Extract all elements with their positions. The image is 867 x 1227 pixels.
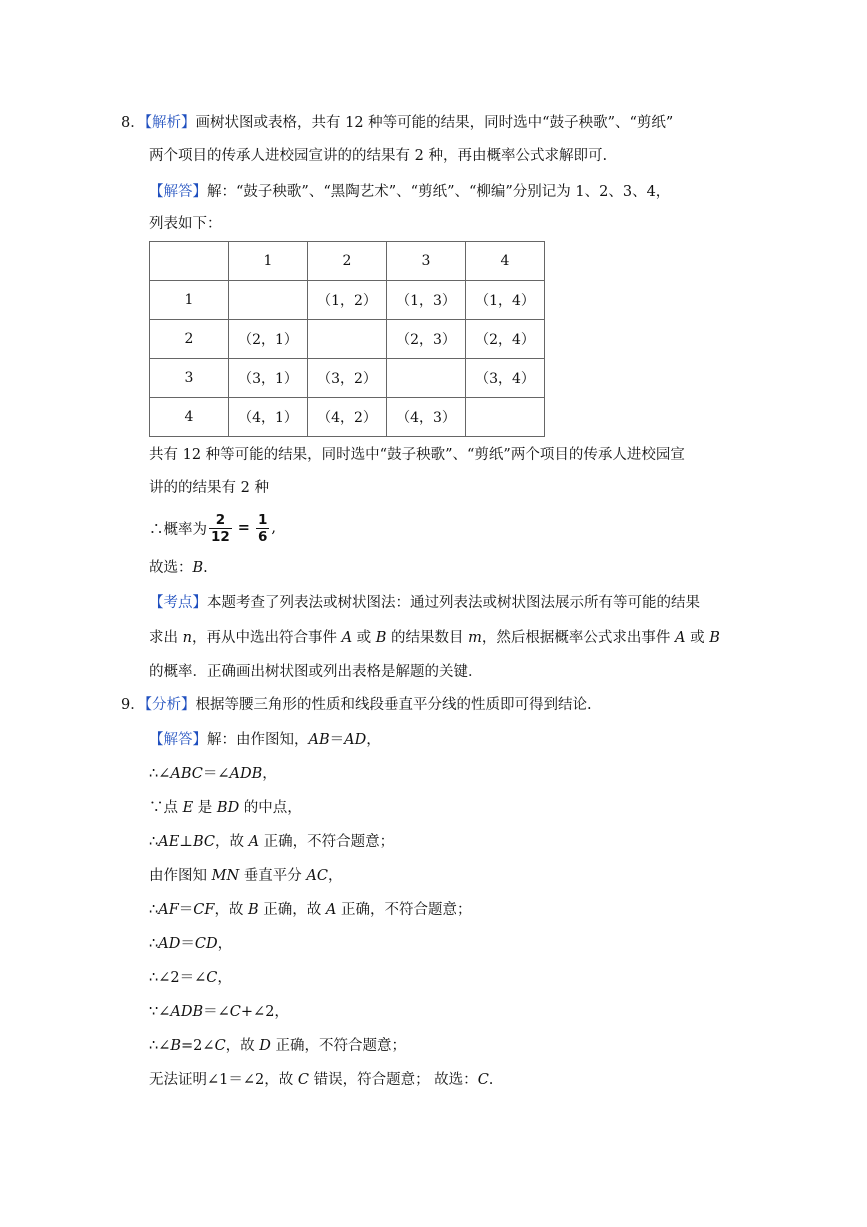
table-cell: （4，2） bbox=[308, 398, 387, 437]
q9-solution-line-8 bbox=[149, 968, 232, 988]
q8-choice-line bbox=[149, 558, 208, 578]
text: B bbox=[375, 630, 387, 646]
q8-keypoint-text-2 bbox=[149, 628, 720, 648]
text: BD bbox=[216, 800, 240, 816]
text: . bbox=[488, 1072, 494, 1088]
text: 或 bbox=[685, 630, 710, 646]
text: ＝ bbox=[180, 936, 195, 952]
text: ∴ bbox=[149, 936, 159, 952]
numerator: 2 bbox=[209, 512, 232, 529]
prob-prefix: ∴概率为 bbox=[149, 521, 207, 538]
text: 正确，不符合题意； bbox=[336, 902, 472, 918]
q9-solution-line-5 bbox=[149, 866, 342, 886]
q9-analysis-text: 根据等腰三角形的性质和线段垂直平分线的性质即可得到结论. bbox=[195, 697, 592, 713]
text: AD bbox=[158, 936, 181, 952]
text: =2∠ bbox=[181, 1038, 215, 1054]
table-cell: 2 bbox=[150, 320, 229, 359]
table-cell: 3 bbox=[150, 359, 229, 398]
text: ∴∠2＝∠ bbox=[149, 970, 207, 986]
table-cell: （1，2） bbox=[308, 281, 387, 320]
q8-solution-text-3: 共有 12 种等可能的结果，同时选中“鼓子秧歌”、“剪纸”两个项目的传承人进校园宣 bbox=[149, 447, 685, 463]
text: 正确，不符合题意； bbox=[259, 834, 395, 850]
table-cell bbox=[387, 359, 466, 398]
text: E bbox=[182, 800, 194, 816]
text: MN bbox=[211, 868, 240, 884]
q8-keypoint-text-1: 本题考查了列表法或树状图法：通过列表法或树状图法展示所有等可能的结果 bbox=[207, 595, 700, 611]
table-cell: 4 bbox=[150, 398, 229, 437]
prob-suffix: , bbox=[271, 520, 276, 536]
table-cell: （2，4） bbox=[466, 320, 545, 359]
text: m bbox=[468, 630, 482, 646]
text: AB bbox=[308, 732, 330, 748]
text: ， bbox=[366, 732, 381, 748]
table-cell: （1，3） bbox=[387, 281, 466, 320]
text: 的结果数目 bbox=[386, 630, 469, 646]
text: ∵∠ bbox=[149, 1004, 171, 1020]
table-cell: （3，1） bbox=[229, 359, 308, 398]
text: C bbox=[477, 1072, 489, 1088]
table-row bbox=[150, 242, 545, 281]
table-cell: （2，1） bbox=[229, 320, 308, 359]
text: AE bbox=[158, 834, 180, 850]
denominator: 12 bbox=[211, 528, 230, 545]
q9-solution-line-9 bbox=[149, 1002, 289, 1022]
text: D bbox=[259, 1038, 271, 1054]
q9-solution-line-11 bbox=[149, 1070, 493, 1090]
text: B bbox=[170, 1038, 182, 1054]
text: ，然后根据概率公式求出事件 bbox=[481, 630, 675, 646]
text: ＝∠ bbox=[202, 766, 230, 782]
q9-solution-line-3 bbox=[149, 798, 302, 818]
text: ＝ bbox=[178, 902, 194, 918]
table-row bbox=[150, 398, 545, 437]
table-cell bbox=[308, 320, 387, 359]
text: C bbox=[297, 1072, 309, 1088]
q9-solution-tag: 【解答】 bbox=[149, 732, 207, 748]
text: AD bbox=[344, 732, 367, 748]
table-cell: 3 bbox=[387, 242, 466, 281]
q9-solution-line-6 bbox=[149, 900, 472, 920]
q8-solution-text-1: 解：“鼓子秧歌”、“黑陶艺术”、“剪纸”、“柳编”分别记为 1、2、3、4， bbox=[207, 184, 671, 200]
numerator: 1 bbox=[257, 511, 268, 528]
text: ADB bbox=[229, 766, 263, 782]
text: 求出 bbox=[149, 630, 183, 646]
q9-solution-line-4 bbox=[149, 832, 394, 852]
text: 是 bbox=[193, 800, 217, 816]
text: C bbox=[206, 970, 218, 986]
text: 无法证明∠1＝∠2，故 bbox=[149, 1072, 298, 1088]
text: ， bbox=[262, 766, 277, 782]
table-cell bbox=[229, 281, 308, 320]
text: B bbox=[192, 560, 204, 576]
text: CD bbox=[194, 936, 218, 952]
q9-number: 9． bbox=[121, 697, 145, 713]
text: ，故 bbox=[214, 902, 249, 918]
q8-line-3 bbox=[149, 182, 670, 202]
text: BC bbox=[192, 834, 215, 850]
q8-line-1 bbox=[121, 113, 673, 133]
text: C bbox=[229, 1004, 241, 1020]
table-cell: 4 bbox=[466, 242, 545, 281]
text: 由作图知 bbox=[149, 868, 212, 884]
q9-analysis-tag: 【分析】 bbox=[144, 697, 196, 713]
text: ADB bbox=[170, 1004, 204, 1020]
text: ，再从中选出符合事件 bbox=[191, 630, 342, 646]
table-cell: （3，2） bbox=[308, 359, 387, 398]
table-cell: 1 bbox=[150, 281, 229, 320]
table-cell: （4，3） bbox=[387, 398, 466, 437]
q9-solution-line-7 bbox=[149, 934, 232, 954]
text: 正确，故 bbox=[258, 902, 326, 918]
text: ，故 bbox=[214, 834, 249, 850]
text: ∴∠ bbox=[149, 1038, 171, 1054]
q8-keypoint-text-3: 的概率．正确画出树状图或列出表格是解题的关键． bbox=[149, 664, 483, 680]
table-cell bbox=[466, 398, 545, 437]
table-cell: （4，1） bbox=[229, 398, 308, 437]
q9-solution-line-2 bbox=[149, 764, 277, 784]
table-cell: 2 bbox=[308, 242, 387, 281]
q8-line-keypoint bbox=[149, 593, 700, 613]
table-row bbox=[150, 359, 545, 398]
text: A bbox=[675, 630, 686, 646]
q8-keypoint-tag: 【考点】 bbox=[149, 595, 207, 611]
q9-line-1 bbox=[121, 695, 592, 715]
q8-analysis-text-2: 两个项目的传承人进校园宣讲的的结果有 2 种，再由概率公式求解即可. bbox=[149, 148, 608, 164]
q9-solution-line-1 bbox=[149, 730, 381, 750]
text: ABC bbox=[170, 766, 203, 782]
text: B bbox=[709, 630, 720, 646]
text: +∠2， bbox=[240, 1004, 289, 1020]
text: ， bbox=[327, 868, 343, 884]
text: AF bbox=[158, 902, 179, 918]
text: 故选： bbox=[149, 560, 193, 576]
fraction-2-12 bbox=[209, 512, 232, 545]
q8-solution-text-2: 列表如下： bbox=[149, 216, 222, 232]
equals-sign: = bbox=[237, 520, 250, 536]
table-cell bbox=[150, 242, 229, 281]
fraction-1-6 bbox=[256, 512, 269, 545]
text: ∴ bbox=[149, 834, 159, 850]
q8-solution-text-4: 讲的的结果有 2 种 bbox=[149, 480, 269, 496]
text: . bbox=[203, 560, 208, 576]
text: ＝∠ bbox=[203, 1004, 230, 1020]
text: 错误，符合题意； 故选： bbox=[308, 1072, 478, 1088]
text: n bbox=[182, 630, 192, 646]
table-cell: （1，4） bbox=[466, 281, 545, 320]
text: C bbox=[214, 1038, 226, 1054]
text: 正确，不符合题意； bbox=[270, 1038, 407, 1054]
q8-number: 8． bbox=[121, 115, 145, 131]
probability-formula bbox=[149, 508, 276, 548]
table-cell: 1 bbox=[229, 242, 308, 281]
text: ，故 bbox=[225, 1038, 260, 1054]
text: ∵点 bbox=[149, 800, 183, 816]
text: 垂直平分 bbox=[239, 868, 307, 884]
table-cell: （2，3） bbox=[387, 320, 466, 359]
table-row bbox=[150, 320, 545, 359]
text: AC bbox=[306, 868, 328, 884]
q8-solution-tag: 【解答】 bbox=[149, 184, 207, 200]
text: ∴∠ bbox=[149, 766, 171, 782]
q8-analysis-text-1: 画树状图或表格，共有 12 种等可能的结果，同时选中“鼓子秧歌”、“剪纸” bbox=[195, 115, 674, 131]
table-cell: （3，4） bbox=[466, 359, 545, 398]
table-row bbox=[150, 281, 545, 320]
text: CF bbox=[193, 902, 215, 918]
text: ， bbox=[217, 970, 232, 986]
outcome-table bbox=[149, 241, 545, 437]
text: A bbox=[325, 902, 337, 918]
text: B bbox=[248, 902, 259, 918]
text: 的中点， bbox=[239, 800, 302, 816]
text: ， bbox=[217, 936, 233, 952]
text: ⊥ bbox=[179, 834, 193, 850]
denominator: 6 bbox=[257, 528, 268, 545]
text: 或 bbox=[352, 630, 376, 646]
text: ＝ bbox=[329, 732, 345, 748]
text: A bbox=[248, 834, 260, 850]
text: ∴ bbox=[149, 902, 159, 918]
text: A bbox=[341, 630, 353, 646]
q9-solution-line-10 bbox=[149, 1036, 406, 1056]
text: 解：由作图知， bbox=[207, 732, 309, 748]
q8-analysis-tag: 【解析】 bbox=[144, 115, 196, 131]
